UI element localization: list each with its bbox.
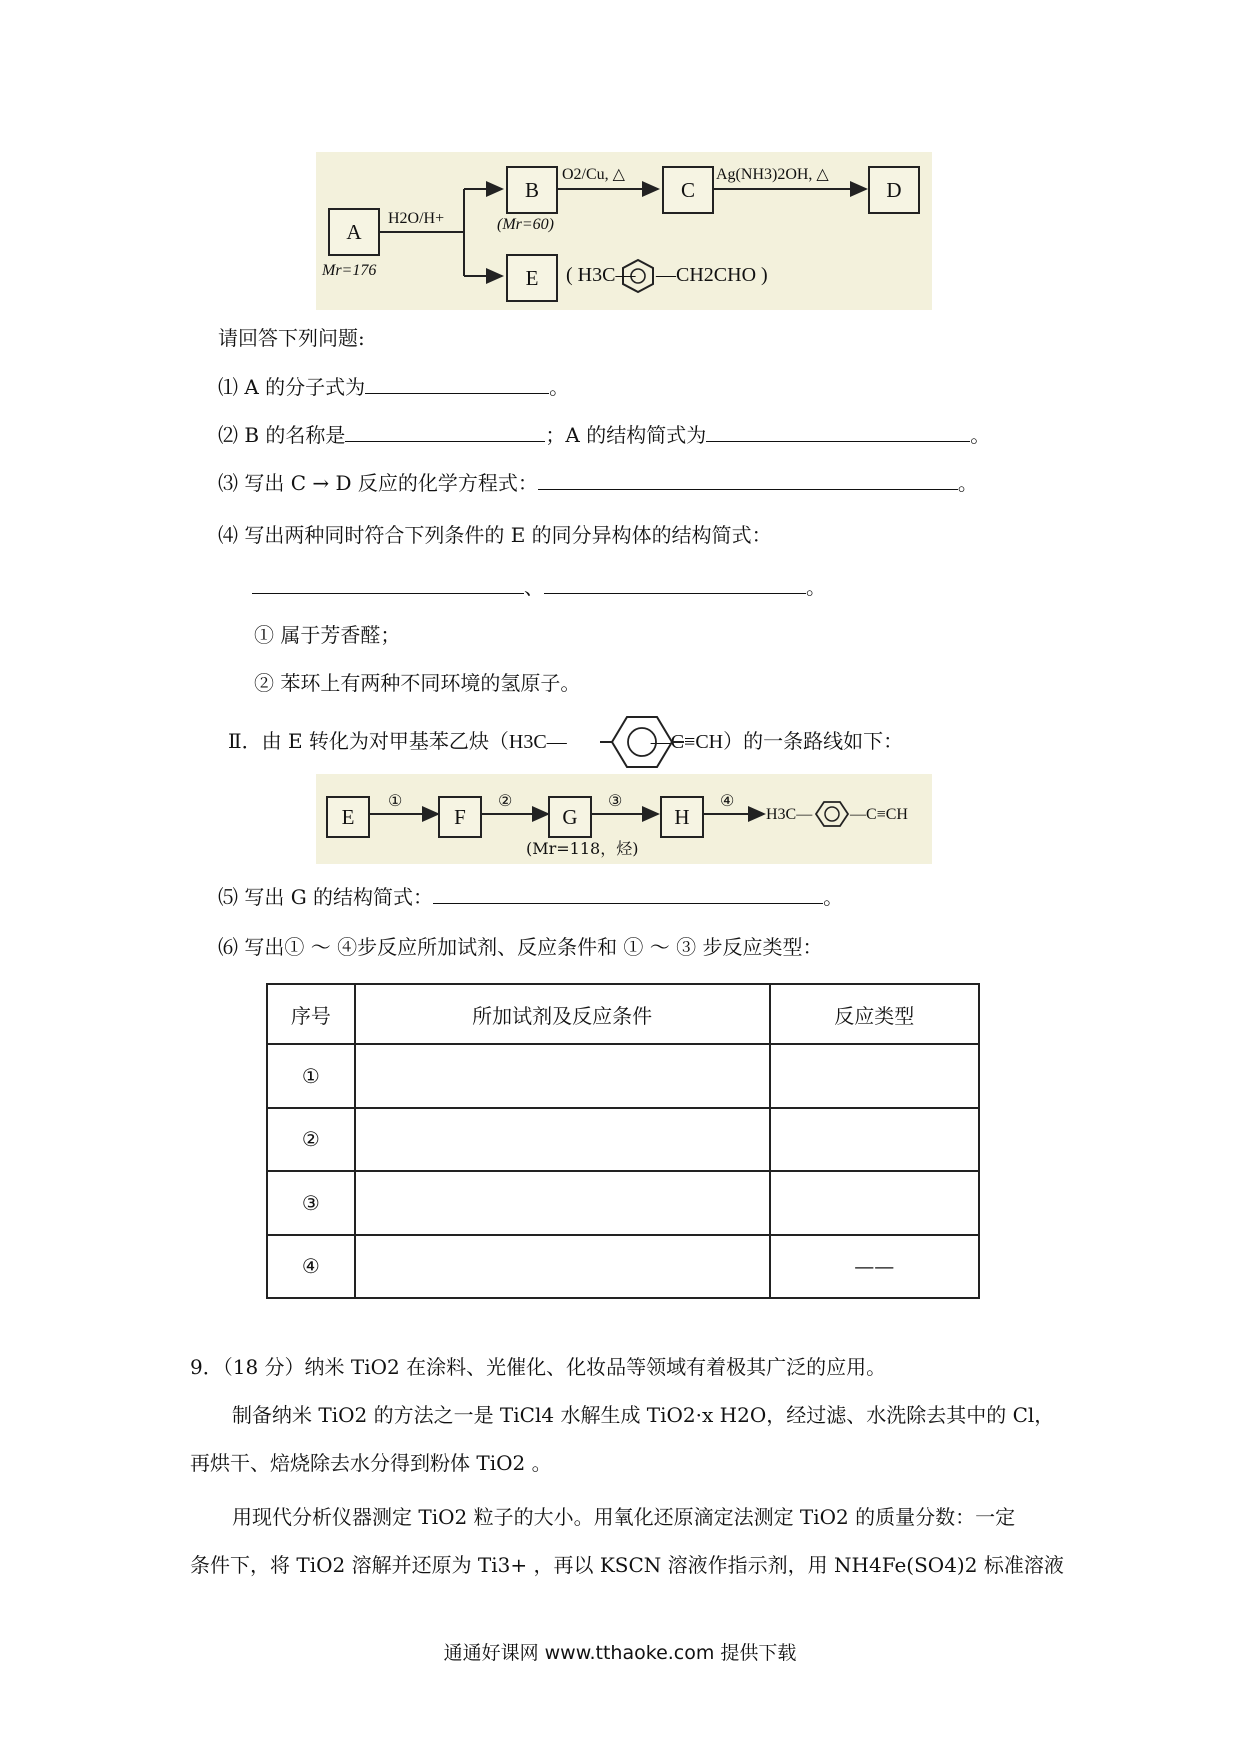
q2-answer-blank-1[interactable] — [345, 423, 545, 442]
scheme2-G-note: (Mr=118，烃) — [526, 839, 639, 858]
q6-text: 写出① ～ ④步反应所加试剂、反应条件和 ① ～ ③ 步反应类型： — [244, 935, 823, 959]
q2-number: ⑵ — [218, 423, 238, 447]
scheme2-G-box: G — [548, 796, 592, 838]
q1-number: ⑴ — [218, 375, 238, 399]
part2-intro — [228, 728, 903, 755]
q4-sep: 、 — [524, 575, 544, 599]
part2-prefix: Ⅱ．由 E 转化为对甲基苯乙炔（ — [228, 729, 509, 753]
q9-line-3: 再烘干、焙烧除去水分得到粉体 TiO2 。 — [190, 1451, 552, 1475]
compound-E-formula-right: —CH2CHO ) — [656, 264, 768, 286]
table-cell-reagents[interactable] — [355, 1044, 770, 1108]
q9-line-4: 用现代分析仪器测定 TiO2 粒子的大小。用氧化还原滴定法测定 TiO2 的质量分数：一定 — [232, 1505, 1016, 1529]
compound-C-box: C — [662, 166, 714, 214]
q9-line-1: 9．（18 分）纳米 TiO2 在涂料、光催化、化妆品等领域有着极其广泛的应用。 — [190, 1355, 887, 1379]
part2-formula-right: —C≡CH — [650, 731, 724, 753]
q5-number: ⑸ — [218, 885, 238, 909]
table-row — [267, 1044, 979, 1108]
q5-answer-blank[interactable] — [433, 885, 823, 904]
table-header-reagents: 所加试剂及反应条件 — [355, 984, 770, 1044]
compound-B-box: B — [506, 166, 558, 214]
table-row-index: ③ — [267, 1171, 355, 1235]
question-5 — [218, 884, 843, 910]
q4-answer-blank-2[interactable] — [544, 575, 806, 594]
part2-formula-left: H3C— — [508, 731, 567, 753]
table-cell-reagents[interactable] — [355, 1171, 770, 1235]
table-cell-type[interactable] — [770, 1108, 979, 1172]
compound-E-formula-left: ( H3C— — [566, 264, 636, 286]
question-1 — [218, 374, 569, 400]
compound-D-box: D — [868, 166, 920, 214]
q6-number: ⑹ — [218, 935, 238, 959]
scheme2-H-box: H — [660, 796, 704, 838]
part2-benzene-ring — [600, 712, 684, 772]
q4-answer-blank-1[interactable] — [252, 575, 524, 594]
scheme2-step-1: ① — [388, 791, 403, 810]
table-cell-dash: —— — [770, 1235, 979, 1299]
intro-text: 请回答下列问题: — [218, 326, 365, 350]
arrow-B-reagent: O2/Cu, △ — [562, 166, 625, 183]
q1-answer-blank[interactable] — [365, 375, 549, 394]
table-row — [267, 1171, 979, 1235]
part2-suffix: ）的一条路线如下： — [723, 729, 904, 753]
q5-text: 写出 G 的结构简式： — [244, 885, 434, 909]
question-3 — [218, 470, 978, 496]
q4-number: ⑷ — [218, 523, 238, 547]
scheme2-step-4: ④ — [720, 791, 735, 810]
q4-text: 写出两种同时符合下列条件的 E 的同分异构体的结构简式： — [244, 523, 772, 547]
table-cell-type[interactable] — [770, 1171, 979, 1235]
scheme2-step-2: ② — [498, 791, 513, 810]
table-header-index: 序号 — [267, 984, 355, 1044]
q3-number: ⑶ — [218, 471, 238, 495]
page-footer: 通通好课网 www.tthaoke.com 提供下载 — [443, 1642, 797, 1664]
q3-end: 。 — [957, 471, 978, 495]
table-cell-type[interactable] — [770, 1044, 979, 1108]
table-row-index: ② — [267, 1108, 355, 1172]
q2-text-a: B 的名称是 — [244, 423, 346, 447]
table-row-index: ④ — [267, 1235, 355, 1299]
scheme2-product-left: H3C— — [766, 806, 813, 823]
arrow-A-reagent: H2O/H+ — [388, 210, 445, 227]
q4-condition-2: ② 苯环上有两种不同环境的氢原子。 — [254, 671, 581, 695]
compound-E-box: E — [506, 254, 558, 302]
q4-end: 。 — [806, 575, 826, 599]
question-4 — [218, 522, 772, 548]
scheme2-F-box: F — [438, 796, 482, 838]
answer-table — [266, 983, 980, 1299]
compound-B-mr: (Mr=60) — [497, 216, 555, 233]
table-cell-reagents[interactable] — [355, 1108, 770, 1172]
question-2 — [218, 422, 990, 448]
scheme2-product-right: —C≡CH — [850, 806, 908, 823]
table-row-index: ① — [267, 1044, 355, 1108]
q1-text: A 的分子式为 — [244, 375, 366, 399]
q9-line-5: 条件下，将 TiO2 溶解并还原为 Ti3+ ，再以 KSCN 溶液作指示剂，用 NH4Fe(SO4)2 标准溶液 — [190, 1553, 1064, 1577]
q4-answer-line — [252, 574, 826, 600]
q3-answer-blank[interactable] — [538, 471, 958, 490]
q2-answer-blank-2[interactable] — [706, 423, 970, 442]
compound-A-mr: Mr=176 — [322, 262, 377, 279]
q9-line-2: 制备纳米 TiO2 的方法之一是 TiCl4 水解生成 TiO2·x H2O，经过滤、水洗除去其中的 Cl， — [232, 1403, 1055, 1427]
question-6 — [218, 934, 823, 960]
q2-sep: ；A 的结构简式为 — [545, 423, 707, 447]
table-row — [267, 1108, 979, 1172]
q3-text: 写出 C → D 反应的化学方程式： — [244, 471, 538, 495]
table-cell-reagents[interactable] — [355, 1235, 770, 1299]
q2-end: 。 — [970, 423, 991, 447]
q4-condition-1: ① 属于芳香醛； — [254, 623, 401, 647]
table-row — [267, 1235, 979, 1299]
scheme2-E-box: E — [326, 796, 370, 838]
q1-end: 。 — [549, 375, 570, 399]
compound-A-box: A — [328, 208, 380, 256]
table-header-type: 反应类型 — [770, 984, 979, 1044]
scheme2-step-3: ③ — [608, 791, 623, 810]
arrow-C-reagent: Ag(NH3)2OH, △ — [716, 166, 829, 183]
q5-end: 。 — [823, 885, 844, 909]
